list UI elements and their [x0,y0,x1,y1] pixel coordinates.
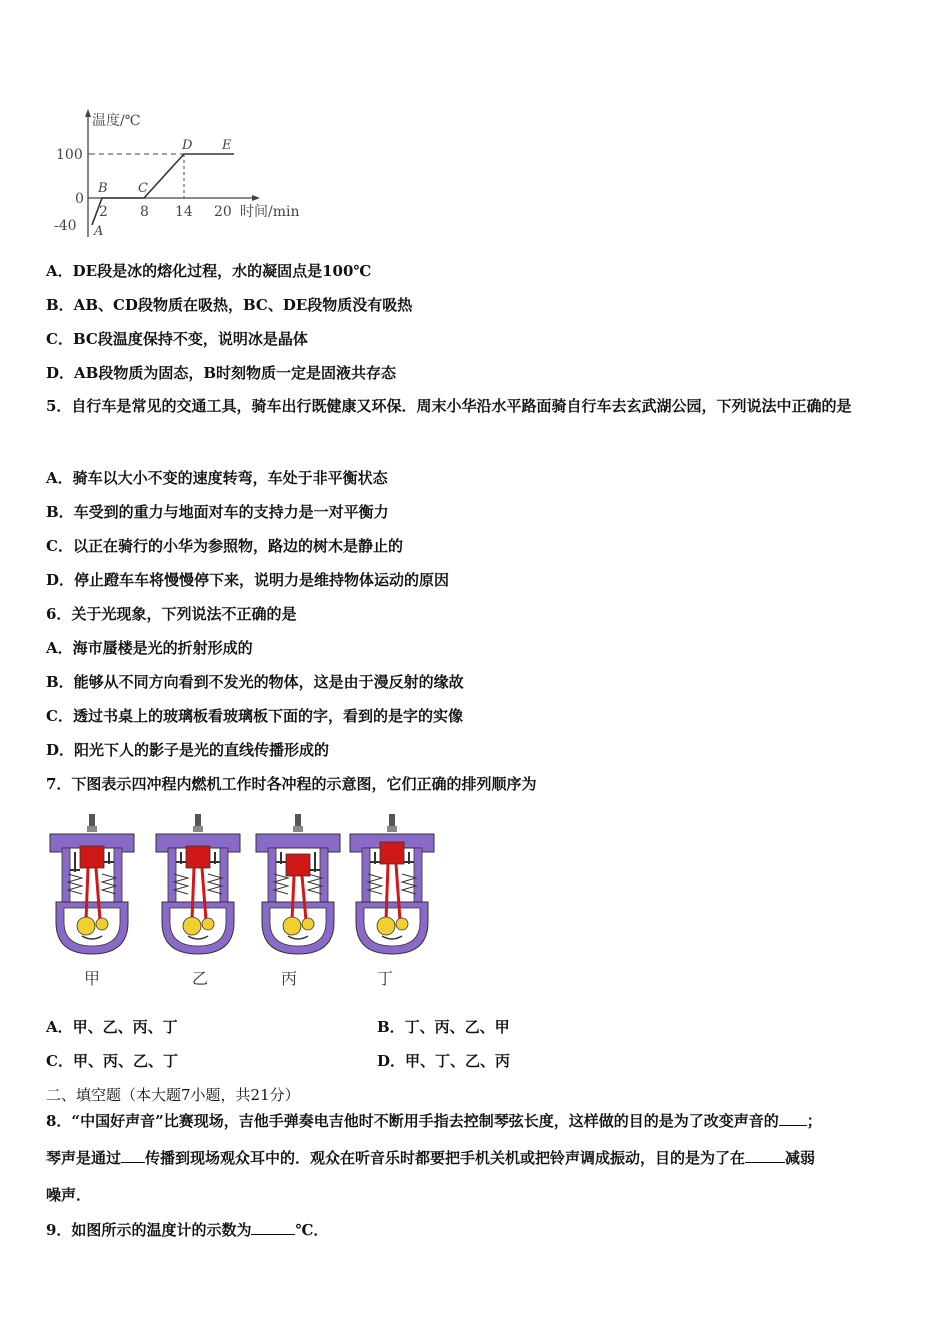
q8-text: 琴声是通过 [46,1149,122,1167]
q5-option-a: A．骑车以大小不变的速度转弯，车处于非平衡状态 [46,469,388,487]
q9-line [46,1219,328,1240]
q4-option-b: B．AB、CD段物质在吸热，BC、DE段物质没有吸热 [46,296,413,314]
q5-option-b: B．车受到的重力与地面对车的支持力是一对平衡力 [46,503,389,521]
temperature-curve [92,154,234,225]
q8-text: 8．“中国好声音”比赛现场，吉他手弹奏电吉他时不断用手指去控制琴弦长度，这样做的目的是为了改变声音的 [46,1112,779,1130]
y-axis-label: 温度/℃ [92,113,141,129]
q8-text: 传播到现场观众耳中的．观众在听音乐时都要把手机关机或把铃声调成振动，目的是为了在 [145,1149,746,1167]
q6-option-d: D．阳光下人的影子是光的直线传播形成的 [46,741,330,759]
point-label: E [222,138,232,153]
answer-blank[interactable] [779,1111,807,1126]
x-axis-label: 时间/min [240,204,300,220]
q6-stem: 6．关于光现象，下列说法不正确的是 [46,605,297,623]
q8-text: 减弱 [785,1149,816,1167]
x-tick: 2 [99,204,108,220]
point-label: D [182,138,193,153]
answer-blank[interactable] [251,1220,295,1235]
q5-option-d: D．停止蹬车车将慢慢停下来，说明力是维持物体运动的原因 [46,571,450,589]
q7-option-d: D．甲、丁、乙、丙 [377,1052,511,1070]
q6-option-b: B．能够从不同方向看到不发光的物体，这是由于漫反射的缘故 [46,673,464,691]
q4-option-a: A．DE段是冰的熔化过程，水的凝固点是100℃ [46,262,372,280]
engine-label-jia: 甲 [84,969,101,988]
q9-unit: ℃． [295,1221,329,1239]
q8-text: ； [806,1112,822,1130]
y-tick: 100 [56,147,83,163]
engine-diagram-ding [346,812,438,962]
q4-option-c: C．BC段温度保持不变，说明冰是晶体 [46,330,308,348]
y-tick: -40 [54,218,77,234]
q8-line2 [46,1147,815,1168]
q7-stem: 7．下图表示四冲程内燃机工作时各冲程的示意图，它们正确的排列顺序为 [46,775,537,793]
q8-line3: 噪声． [46,1186,92,1204]
engine-diagram-yi [152,812,244,962]
point-label: C [138,181,148,196]
engine-label-bing: 丙 [281,969,298,988]
engine-diagram-jia [46,812,138,962]
x-tick: 20 [214,204,232,220]
x-tick: 8 [140,204,149,220]
x-tick: 14 [175,204,193,220]
y-tick: 0 [75,191,84,207]
q6-option-a: A．海市蜃楼是光的折射形成的 [46,639,253,657]
q5-option-c: C．以正在骑行的小华为参照物，路边的树木是静止的 [46,537,403,555]
point-label: A [94,224,104,239]
q7-option-c: C．甲、丙、乙、丁 [46,1052,178,1070]
point-label: B [98,181,108,196]
q4-option-d: D．AB段物质为固态，B时刻物质一定是固液共存态 [46,364,397,382]
temperature-time-graph [50,105,330,245]
engine-diagram-bing [252,812,344,962]
q6-option-c: C．透过书桌上的玻璃板看玻璃板下面的字，看到的是字的实像 [46,707,463,725]
answer-blank[interactable] [745,1148,785,1163]
q5-stem: 5．自行车是常见的交通工具，骑车出行既健康又环保．周末小华沿水平路面骑自行车去玄武湖公园，下列说法中正确的是 [46,397,852,415]
q8-line1 [46,1110,822,1131]
engine-label-ding: 丁 [377,969,394,988]
q9-text: 9．如图所示的温度计的示数为 [46,1221,252,1239]
engine-label-yi: 乙 [192,969,209,988]
q7-option-b: B．丁、丙、乙、甲 [377,1018,510,1036]
answer-blank[interactable] [121,1148,145,1163]
q7-option-a: A．甲、乙、丙、丁 [46,1018,178,1036]
section-heading: 二、填空题（本大题7小题，共21分） [46,1086,300,1104]
